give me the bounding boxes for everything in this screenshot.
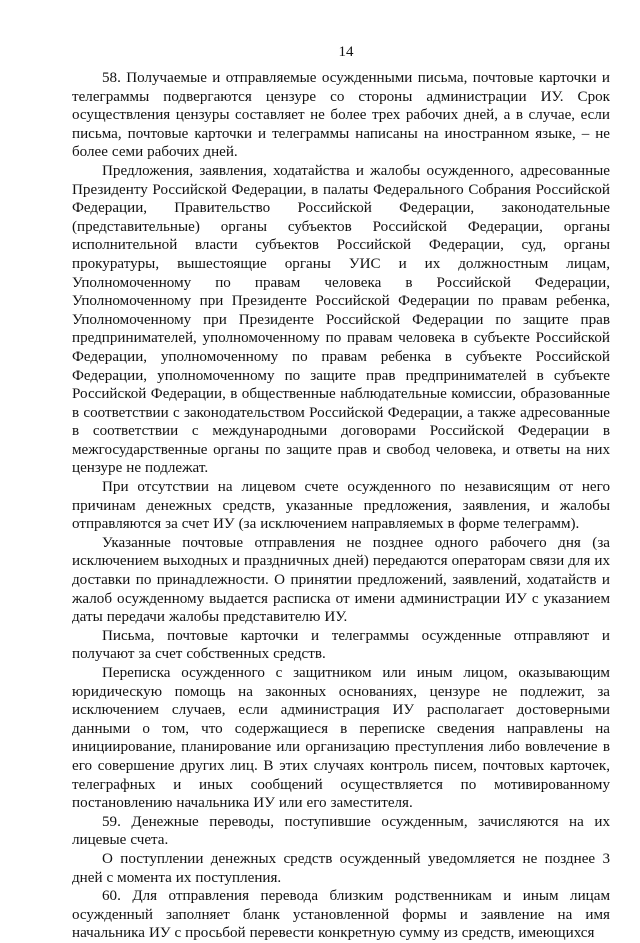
paragraph-58-censorship: 58. Получаемые и отправляемые осужденными письма, почтовые карточки и телеграммы подвергаются цензуре со стороны администрации ИУ. Срок осуществления цензуры составляет не более трех рабочих дней, а в случае, если письма, почтовые карточки и телеграммы написаны на иностранном языке, – не более семи рабочих дней. xyxy=(72,70,610,161)
paragraph-uncensored-addressees: Предложения, заявления, ходатайства и жалобы осужденного, адресованные Президенту Российской Федерации, в палаты Федерального Собрания Российской Федерации, Правительство Российской Федерации, законодательные (представительные) органы субъектов Российской Федерации, органы исполнительной власти субъектов Российской Федерации, суд, органы прокуратуры, вышестоящие органы УИС и их должностным лицам, Уполномоченному по правам человека в Российской Федерации, Уполномоченному при Президенте Российской Федерации по правам ребенка, Уполномоченному при Президенте Российской Федерации по защите прав предпринимателей, уполномоченному по правам человека в субъекте Российской Федерации, уполномоченному по правам ребенка в субъекте Российской Федерации, уполномоченному по защите прав предпринимателей в субъекте Российской Федерации, в общественные наблюдательные комиссии, образованные в соответствии с законодательством Российской Федерации, а также адресованные в соответствии с международными договорами Российской Федерации в межгосударственные органы по защите прав и свобод человека, и ответы на них цензуре не подлежат. xyxy=(72,162,610,477)
paragraph-lawyer-correspondence: Переписка осужденного с защитником или иным лицом, оказывающим юридическую помощь на законных основаниях, цензуре не подлежит, за исключением случаев, если администрация ИУ располагает достоверными данными о том, что содержащиеся в переписке сведения направлены на инициирование, планирование или организацию преступления либо вовлечение в его совершение других лиц. В этих случаях контроль писем, почтовых карточек, телеграфных и иных сообщений осуществляется по мотивированному постановлению начальника ИУ или его заместителя. xyxy=(72,665,610,812)
paragraph-60-sending-transfer: 60. Для отправления перевода близким родственникам и иным лицам осужденный заполняет бланк установленной формы и заявление на имя начальника ИУ с просьбой перевести конкретную сумму из средств, имеющихся xyxy=(72,888,610,942)
paragraph-no-funds: При отсутствии на лицевом счете осужденного по независящим от него причинам денежных средств, указанные предложения, заявления, и жалобы отправляются за счет ИУ (за исключением направляемых в форме телеграмм). xyxy=(72,479,610,533)
paragraph-delivery-deadline: Указанные почтовые отправления не позднее одного рабочего дня (за исключением выходных и праздничных дней) передаются операторам связи для их доставки по принадлежности. О принятии предложений, заявлений, ходатайств и жалоб осужденному выдается расписка от имени администрации ИУ с указанием даты передачи жалобы представителю ИУ. xyxy=(72,534,610,626)
paragraph-notification: О поступлении денежных средств осужденный уведомляется не позднее 3 дней с момента их поступления. xyxy=(72,850,610,886)
page-number: 14 xyxy=(338,44,354,60)
paragraph-59-money-transfers: 59. Денежные переводы, поступившие осужденным, зачисляются на их лицевые счета. xyxy=(72,813,610,849)
paragraph-own-expense: Письма, почтовые карточки и телеграммы осужденные отправляют и получают за счет собственных средств. xyxy=(72,627,610,663)
